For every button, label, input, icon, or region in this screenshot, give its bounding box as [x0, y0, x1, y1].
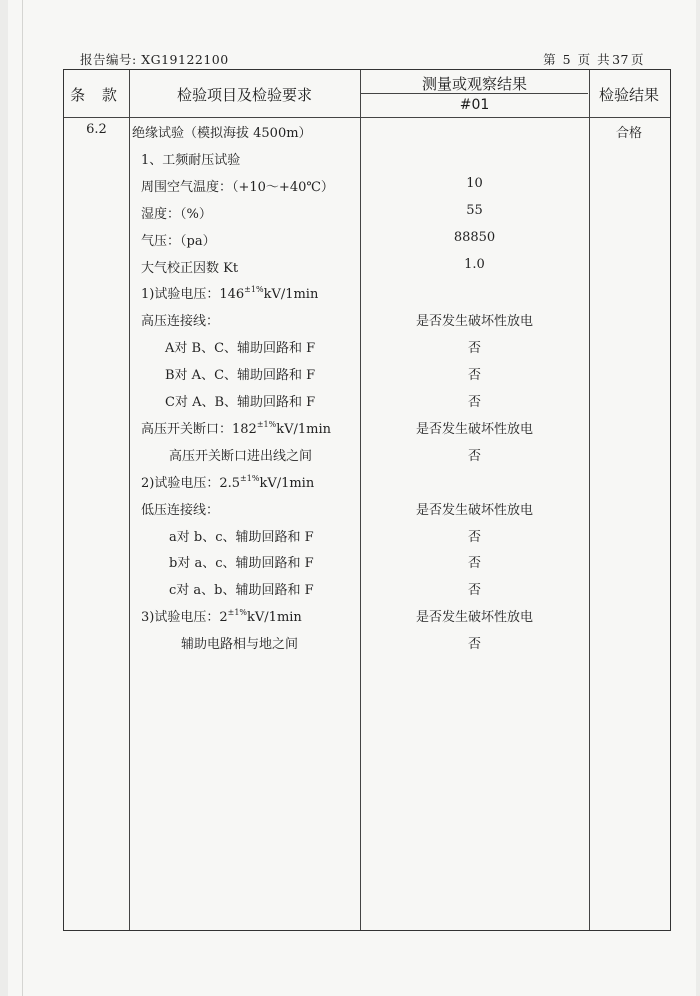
tolerance-superscript: ±1% [227, 608, 248, 618]
row-measure-value: 88850 [453, 229, 496, 245]
row-measure-value: 是否发生破坏性放电 [415, 610, 533, 626]
total-unit: 页 [630, 52, 644, 67]
row-item-text [141, 230, 216, 249]
row-measure-value: 是否发生破坏性放电 [415, 502, 533, 518]
row-measure-value: 否 [467, 529, 481, 545]
row-item-text [181, 633, 298, 652]
binding-edge [22, 0, 23, 996]
row-text-post: kV/1min [247, 610, 302, 626]
row-item-text [165, 391, 315, 410]
row-item-text [141, 310, 219, 329]
row-measure-value: 否 [467, 341, 481, 357]
row-measure-value: 55 [466, 202, 483, 218]
row-item-text [141, 149, 240, 168]
row-measure-value: 否 [467, 448, 481, 464]
row-text: 高压连接线： [141, 314, 220, 330]
col-divider [589, 70, 590, 930]
row-text: 1、工频耐压试验 [141, 152, 241, 168]
total-prefix: 共 [597, 52, 611, 67]
row-text: B对 A、C、辅助回路和 F [165, 368, 316, 384]
page-number: 5 [562, 52, 572, 67]
total-pages: 37 [612, 52, 629, 67]
col-divider [129, 70, 130, 930]
row-text: A对 B、C、辅助回路和 F [165, 341, 316, 357]
page-prefix: 第 [543, 52, 557, 67]
row-item-text [165, 364, 315, 383]
inspection-table [63, 69, 671, 931]
row-measure-value: 否 [467, 637, 481, 653]
row-text: c对 a、b、辅助回路和 F [169, 583, 314, 599]
header-measure: 测量或观察结果 [421, 75, 527, 93]
row-item-text [169, 445, 312, 464]
document-page [8, 0, 696, 996]
row-text: 周围空气温度：（+10～+40℃） [141, 179, 334, 195]
row-text: 湿度：（%） [141, 206, 212, 222]
row-item-text [165, 337, 315, 356]
row-measure-value: 是否发生破坏性放电 [415, 421, 533, 437]
report-number [80, 50, 229, 68]
row-item-text [141, 418, 331, 437]
report-number-label: 报告编号: [80, 52, 137, 67]
header-clause: 条 款 [70, 86, 123, 104]
row-text: 绝缘试验（模拟海拔 4500m） [132, 126, 312, 141]
row-text: 气压：（pa） [141, 233, 216, 249]
row-text: 高压开关断口进出线之间 [169, 448, 313, 464]
page-unit: 页 [577, 52, 591, 67]
row-text: a对 b、c、辅助回路和 F [169, 529, 314, 545]
row-text-pre: 3)试验电压：2 [141, 610, 228, 626]
row-text: 辅助电路相与地之间 [181, 637, 299, 653]
header-result: 检验结果 [598, 86, 659, 104]
row-text: C对 A、B、辅助回路和 F [165, 395, 316, 410]
row-text: b对 a、c、辅助回路和 F [169, 556, 314, 572]
header-item: 检验项目及检验要求 [176, 86, 312, 104]
tolerance-superscript: ±1% [256, 419, 277, 429]
verdict: 合格 [615, 126, 642, 141]
row-text: 低压连接线： [141, 502, 220, 518]
row-text-pre: 1)试验电压：146 [141, 287, 245, 303]
row-measure-value: 是否发生破坏性放电 [415, 314, 533, 330]
row-item-text [141, 257, 238, 276]
clause-number: 6.2 [86, 122, 107, 137]
row-text-pre: 2)试验电压：2.5 [141, 475, 241, 491]
tolerance-superscript: ±1% [244, 285, 264, 295]
tolerance-superscript: ±1% [240, 473, 260, 483]
page-indicator [541, 50, 644, 68]
row-measure-value: 否 [467, 368, 481, 384]
row-item-text [141, 176, 334, 195]
row-item-text [141, 283, 318, 302]
row-measure-value: 10 [466, 175, 483, 191]
row-item-text [141, 472, 314, 491]
header-divider [64, 117, 670, 118]
row-item-text [141, 499, 219, 518]
row-text-post: kV/1min [263, 287, 319, 303]
row-item-text [132, 122, 312, 141]
row-measure-value: 否 [467, 556, 481, 572]
row-item-text [141, 606, 302, 625]
header-sample: #01 [459, 97, 490, 113]
row-item-text [169, 526, 314, 545]
row-text: 大气校正因数 Kt [141, 260, 239, 276]
row-measure-value: 1.0 [464, 256, 485, 272]
row-text-post: kV/1min [259, 475, 315, 491]
row-item-text [169, 552, 314, 571]
row-measure-value: 否 [467, 395, 481, 410]
row-text-pre: 高压开关断口：182 [141, 421, 257, 437]
row-item-text [169, 579, 314, 598]
row-item-text [141, 203, 212, 222]
report-number-value: XG19122100 [141, 52, 229, 67]
row-measure-value: 否 [467, 583, 481, 599]
row-text-post: kV/1min [276, 421, 332, 437]
